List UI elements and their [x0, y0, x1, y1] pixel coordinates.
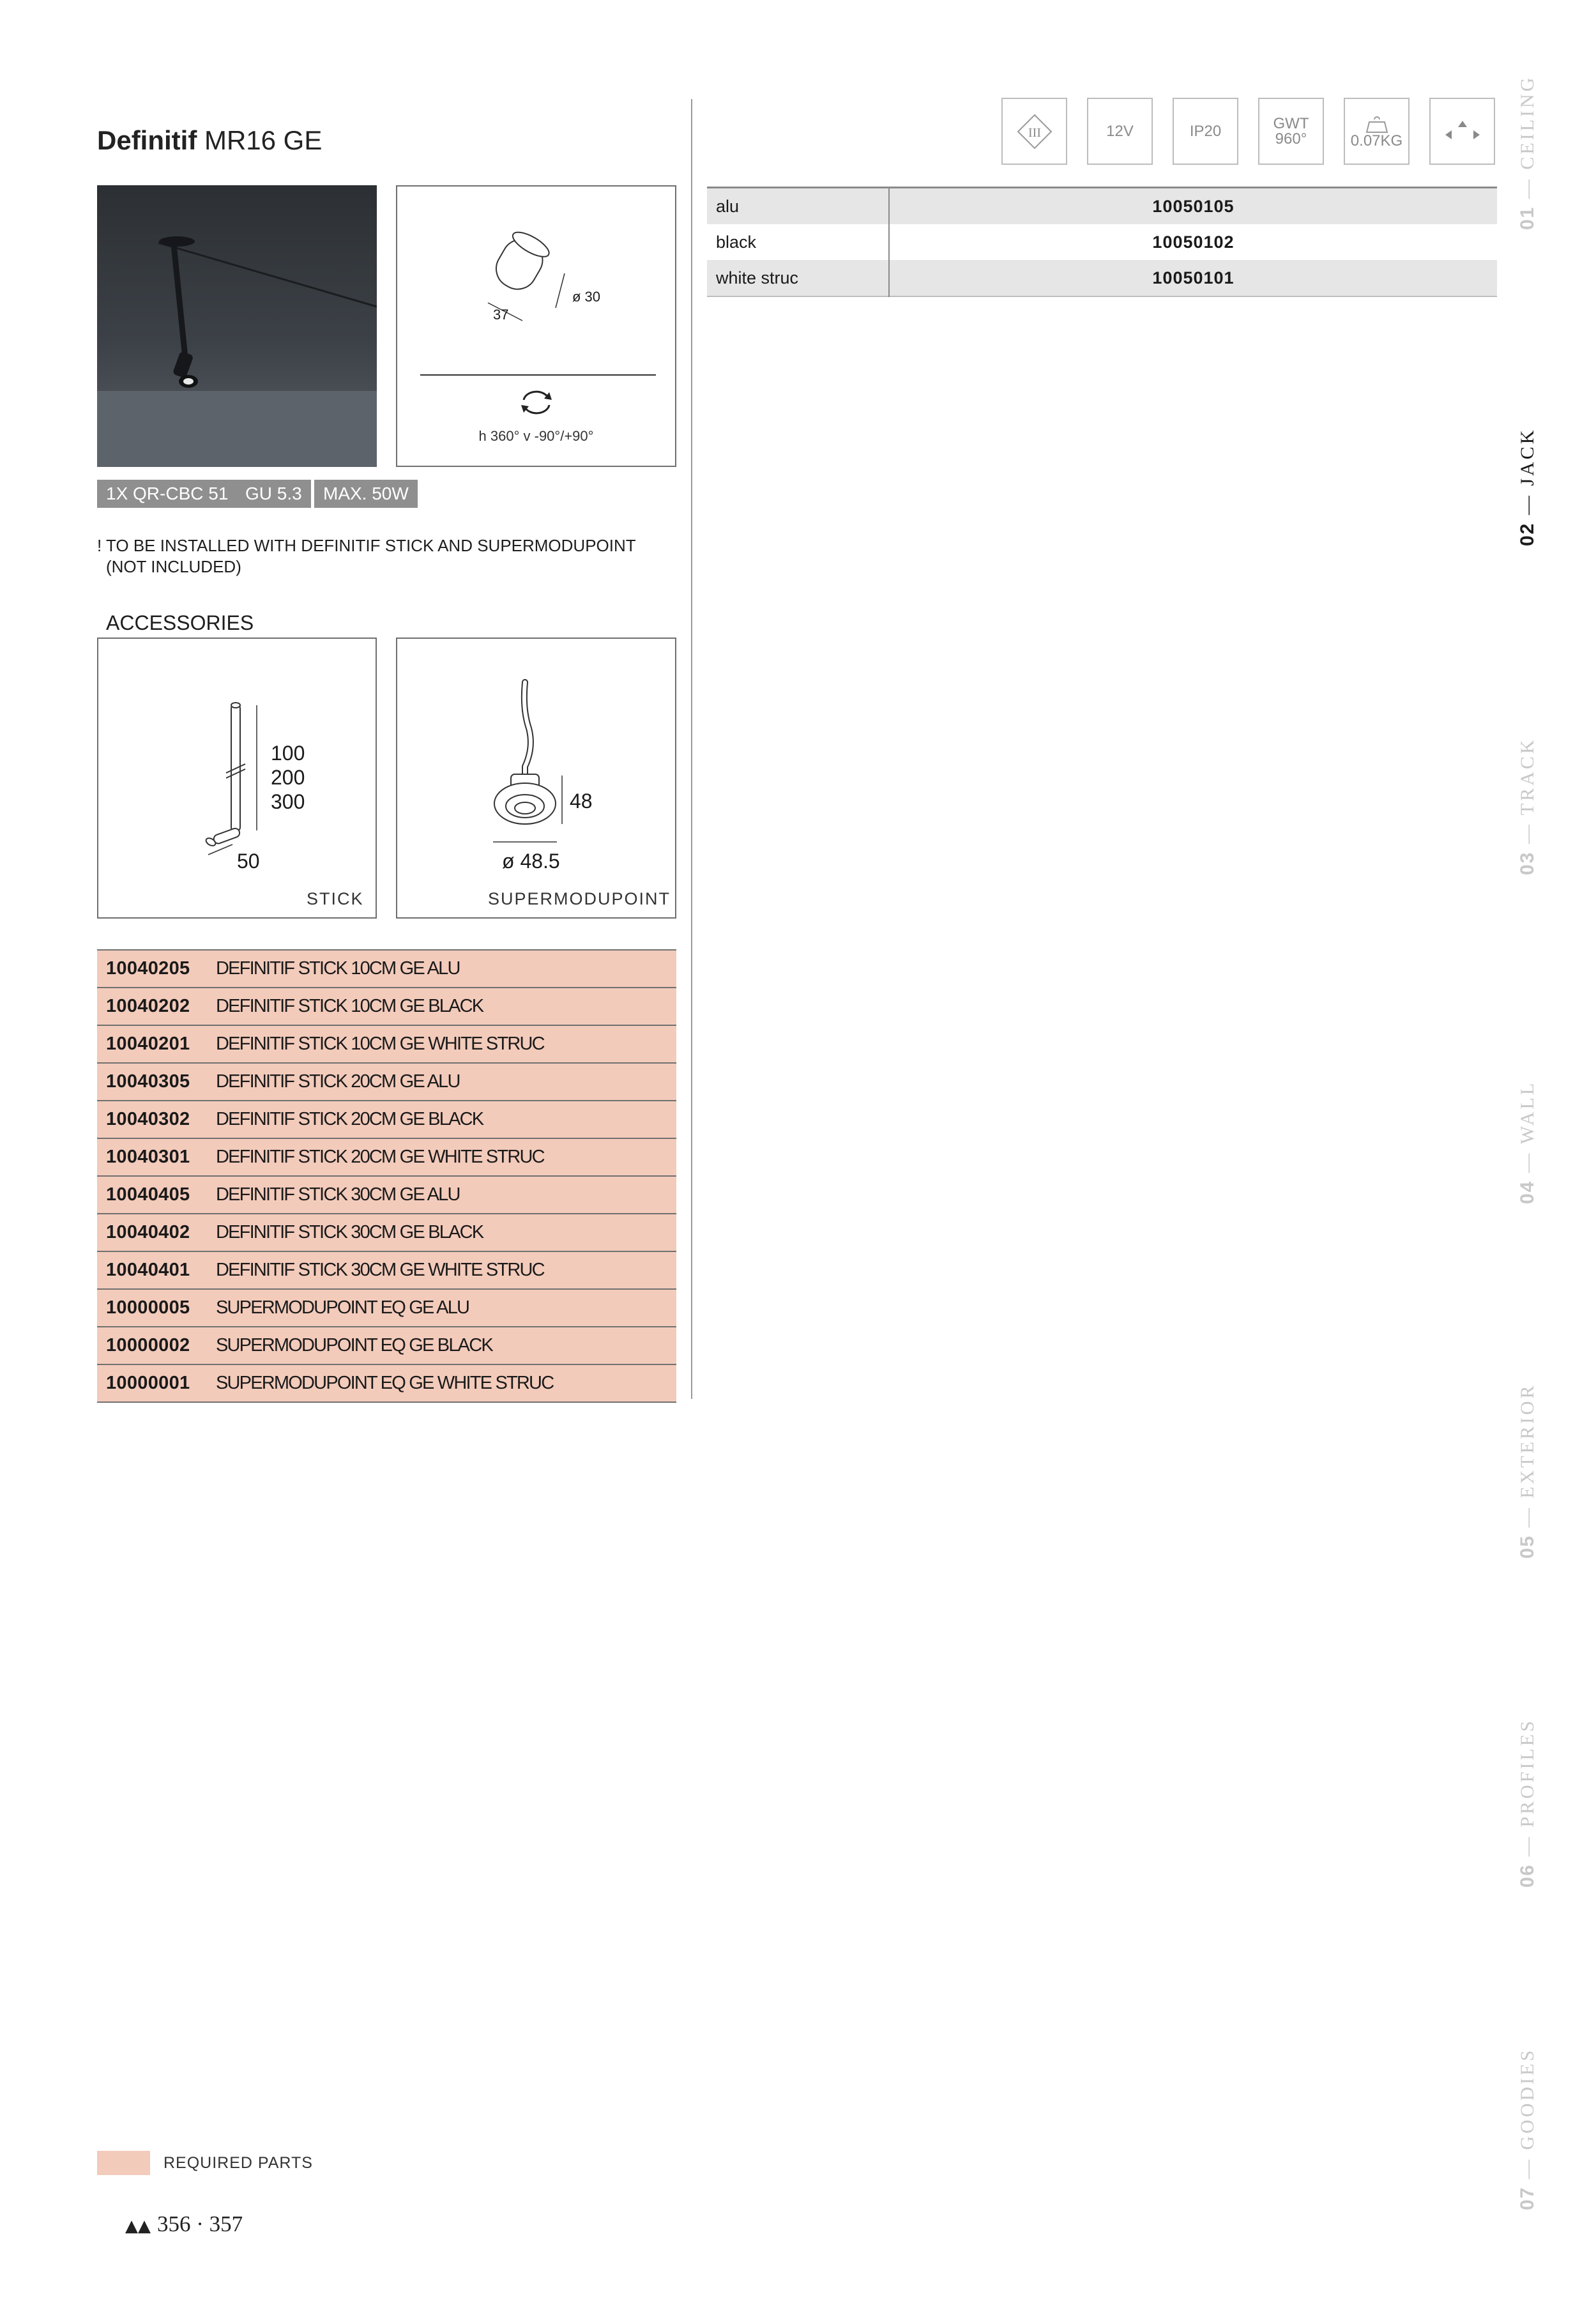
page-number-text: 356 · 357	[157, 2211, 243, 2236]
class-iii-icon	[1001, 98, 1067, 165]
chapter-label: — WALL	[1517, 1080, 1538, 1180]
page-numbers	[125, 2211, 243, 2237]
table-row	[97, 1063, 676, 1101]
stick-drawing	[97, 638, 377, 919]
column-divider	[691, 99, 692, 1399]
variant-code: 10050101	[889, 260, 1497, 296]
item-desc: SUPERMODUPOINT EQ GE WHITE STRUC	[216, 1364, 676, 1402]
table-row	[97, 988, 676, 1025]
variant-code: 10050105	[889, 188, 1497, 225]
stick-label: STICK	[307, 889, 364, 908]
item-desc: SUPERMODUPOINT EQ GE BLACK	[216, 1327, 676, 1364]
chapter-num: 07	[1517, 2186, 1538, 2210]
item-code: 10000001	[97, 1364, 216, 1402]
product-photo	[97, 185, 377, 467]
table-row	[97, 1176, 676, 1214]
product-title	[97, 125, 322, 156]
chapter-profiles[interactable]	[1517, 1555, 1542, 1888]
stick-lengths	[271, 741, 305, 814]
stick-length-200: 200	[271, 766, 305, 789]
item-desc: DEFINITIF STICK 30CM GE BLACK	[216, 1214, 676, 1251]
item-code: 10000005	[97, 1289, 216, 1327]
item-code: 10040302	[97, 1101, 216, 1138]
item-desc: DEFINITIF STICK 10CM GE WHITE STRUC	[216, 1025, 676, 1063]
item-code: 10040401	[97, 1251, 216, 1289]
product-title-rest: MR16 GE	[197, 125, 323, 155]
direction-arrows-icon	[1429, 98, 1495, 165]
dim-diameter: ø 30	[572, 289, 601, 305]
dim-length: 37	[493, 307, 509, 323]
ip-rating-label: IP20	[1189, 122, 1222, 140]
required-parts-label: REQUIRED PARTS	[163, 2154, 313, 2172]
table-row	[97, 1327, 676, 1364]
chapter-label: — TRACK	[1517, 737, 1538, 852]
chapter-label: — JACK	[1517, 427, 1538, 523]
variant-row	[707, 260, 1497, 296]
supermodupoint-label: SUPERMODUPOINT	[488, 889, 671, 908]
item-code: 10040202	[97, 988, 216, 1025]
item-code: 10040305	[97, 1063, 216, 1101]
item-code: 10040405	[97, 1176, 216, 1214]
chapter-wall[interactable]	[1517, 872, 1542, 1204]
chapter-num: 04	[1517, 1180, 1538, 1204]
variant-code: 10050102	[889, 224, 1497, 260]
stick-length-300: 300	[271, 790, 305, 813]
item-code: 10000002	[97, 1327, 216, 1364]
chapter-exterior[interactable]	[1517, 1226, 1542, 1559]
lamp-badge: 1X QR-CBC 51	[97, 480, 237, 508]
gwt-label-1: GWT	[1273, 114, 1309, 132]
item-code: 10040402	[97, 1214, 216, 1251]
table-row	[97, 1214, 676, 1251]
item-desc: DEFINITIF STICK 20CM GE ALU	[216, 1063, 676, 1101]
supermodupoint-diameter: ø 48.5	[502, 850, 560, 873]
chapter-label: — EXTERIOR	[1517, 1383, 1538, 1535]
brand-logo-icon: ▲▲	[125, 2217, 151, 2236]
item-desc: DEFINITIF STICK 10CM GE BLACK	[216, 988, 676, 1025]
variant-table	[707, 187, 1497, 297]
stick-dim: 50	[237, 850, 260, 873]
item-code: 10040301	[97, 1138, 216, 1176]
item-desc: DEFINITIF STICK 10CM GE ALU	[216, 950, 676, 988]
chapter-num: 06	[1517, 1863, 1538, 1888]
weight-label: 0.07KG	[1350, 132, 1403, 149]
chapter-label: — PROFILES	[1517, 1718, 1538, 1864]
supermodupoint-height: 48	[570, 790, 593, 813]
install-note-line1: ! TO BE INSTALLED WITH DEFINITIF STICK AND SUPERMODUPOINT	[97, 536, 636, 555]
variant-row	[707, 224, 1497, 260]
weight-icon	[1344, 98, 1410, 165]
product-title-bold: Definitif	[97, 125, 197, 155]
rotate-icon	[521, 392, 552, 413]
chapter-ceiling[interactable]	[1517, 0, 1542, 230]
variant-color: black	[716, 232, 757, 252]
chapter-label: — CEILING	[1517, 75, 1538, 206]
table-row	[97, 1289, 676, 1327]
chapter-num: 01	[1517, 206, 1538, 230]
chapter-num: 03	[1517, 851, 1538, 875]
table-row	[97, 1025, 676, 1063]
table-row	[97, 950, 676, 988]
technical-drawing	[396, 185, 676, 467]
install-note	[97, 535, 636, 577]
table-row	[97, 1138, 676, 1176]
ip-rating-icon	[1173, 98, 1238, 165]
chapter-num: 02	[1517, 522, 1538, 546]
chapter-num: 05	[1517, 1534, 1538, 1559]
variant-color: alu	[707, 188, 889, 225]
required-parts-swatch	[97, 2151, 150, 2175]
item-code: 10040201	[97, 1025, 216, 1063]
item-desc: DEFINITIF STICK 30CM GE WHITE STRUC	[216, 1251, 676, 1289]
accessories-table	[97, 949, 676, 1403]
item-desc: DEFINITIF STICK 20CM GE WHITE STRUC	[216, 1138, 676, 1176]
table-row	[97, 1101, 676, 1138]
table-row	[97, 1364, 676, 1402]
class-iii-label: III	[1028, 125, 1041, 140]
socket-badge: GU 5.3	[236, 480, 311, 508]
chapter-track[interactable]	[1517, 543, 1542, 875]
chapter-label: — GOODIES	[1517, 2047, 1538, 2187]
supermodupoint-drawing	[396, 638, 676, 919]
variant-color: white struc	[707, 260, 889, 296]
gwt-icon	[1258, 98, 1324, 165]
install-note-line2: (NOT INCLUDED)	[106, 557, 241, 576]
item-desc: DEFINITIF STICK 20CM GE BLACK	[216, 1101, 676, 1138]
stick-length-100: 100	[271, 742, 305, 765]
rotation-label: h 360° v -90°/+90°	[478, 428, 594, 444]
item-desc: DEFINITIF STICK 30CM GE ALU	[216, 1176, 676, 1214]
voltage-icon	[1087, 98, 1153, 165]
chapter-jack[interactable]	[1517, 214, 1542, 546]
wattage-badge: MAX. 50W	[314, 480, 418, 508]
accessories-title: ACCESSORIES	[106, 611, 254, 634]
item-desc: SUPERMODUPOINT EQ GE ALU	[216, 1289, 676, 1327]
item-code: 10040205	[97, 950, 216, 988]
table-row	[97, 1251, 676, 1289]
gwt-label-2: 960°	[1275, 130, 1307, 148]
voltage-label: 12V	[1106, 122, 1134, 140]
chapter-goodies[interactable]	[1517, 1878, 1542, 2210]
variant-row	[707, 188, 1497, 225]
